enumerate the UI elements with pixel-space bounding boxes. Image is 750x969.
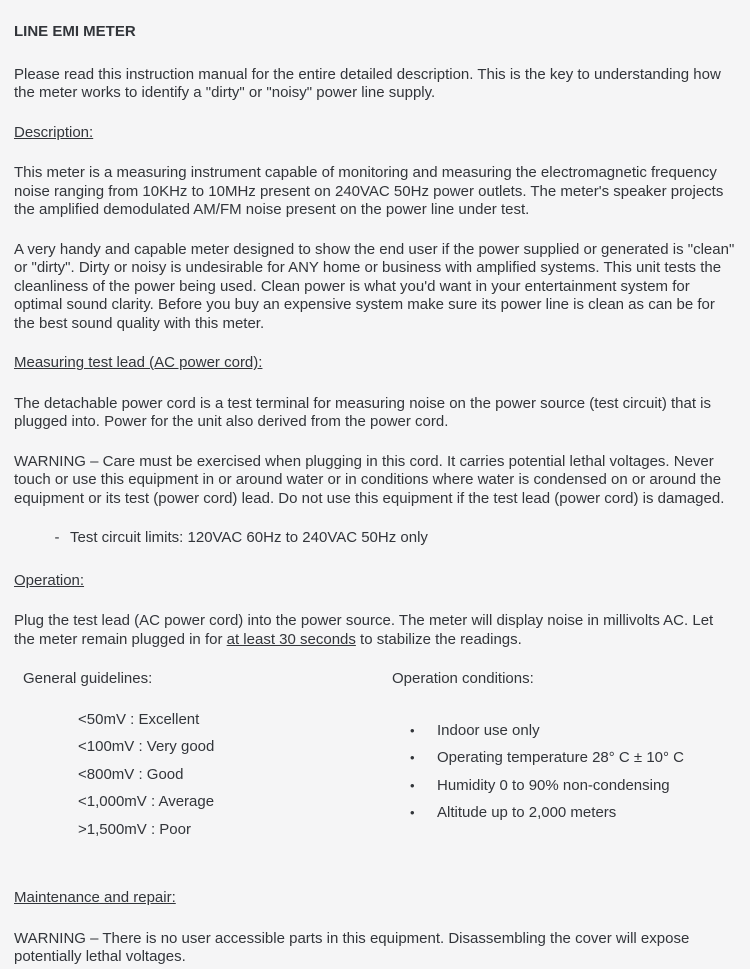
condition-item-text: Humidity 0 to 90% non-condensing [437, 776, 670, 794]
condition-item [383, 722, 735, 741]
operation-conditions-column [383, 670, 735, 848]
operation-columns [14, 670, 735, 848]
condition-item [383, 804, 735, 823]
section-heading-description: Description: [14, 123, 94, 141]
condition-item-text: Altitude up to 2,000 meters [437, 804, 617, 821]
section-heading-maintenance: Maintenance and repair: [14, 889, 176, 906]
operation-text-before: Plug the test lead (AC power cord) into the power source. The meter will display noise in millivolts AC. Let the meter remain plugged in for [14, 612, 714, 648]
section-heading-operation: Operation: [14, 571, 85, 589]
test-circuit-limits-item [14, 529, 735, 548]
condition-item [383, 777, 735, 796]
condition-item-text: Indoor use only [437, 721, 540, 739]
test-lead-warning-paragraph: WARNING – Care must be exercised when plugging in this cord. It carries potential lethal voltages. Never touch or use this equipment in or around water or in conditions where water is condensed on or around the equipment or its test (power cord) lead. Do not use this equipment if the test lead (power cord) is damaged. [14, 452, 725, 507]
guideline-item: <100mV : Very good [78, 738, 215, 755]
bullet-dot-glyph: • [410, 777, 415, 793]
operation-text-underlined: at least 30 seconds [226, 630, 356, 648]
guideline-item: >1,500mV : Poor [78, 820, 191, 838]
condition-item-text: Operating temperature 28° C ± 10° C [437, 749, 685, 766]
bullet-dot-glyph: • [410, 722, 415, 738]
operation-conditions-heading: Operation conditions: [392, 670, 534, 687]
maintenance-warning-paragraph: WARNING – There is no user accessible parts in this equipment. Disassembling the cover will expose potentially lethal voltages. [14, 929, 690, 965]
guideline-item: <1,000mV : Average [78, 793, 215, 810]
dash-bullet-glyph: - [54, 529, 60, 546]
test-circuit-limits-text: Test circuit limits: 120VAC 60Hz to 240VAC 50Hz only [70, 529, 428, 546]
operation-paragraph [14, 612, 735, 649]
document-title: LINE EMI METER [14, 23, 136, 40]
intro-paragraph: Please read this instruction manual for the entire detailed description. This is the key to understanding how the meter works to identify a "dirty" or "noisy" power line supply. [14, 65, 721, 101]
general-guidelines-list [78, 711, 383, 840]
description-paragraph-2: A very handy and capable meter designed to show the end user if the power supplied or generated is "clean" or "dirty". Dirty or noisy is undesirable for ANY home or business with amplified systems. This unit tests the cleanliness of the power being used. Clean power is what you'd want in your entertainment system for optimal sound clarity. Before you buy an expensive system make sure its power line is clean as can be for the best sound quality with this meter. [14, 240, 735, 332]
description-paragraph-1: This meter is a measuring instrument capable of monitoring and measuring the electromagnetic frequency noise ranging from 10KHz to 10MHz present on 240VAC 50Hz power outlets. The meter's speaker projects the amplified demodulated AM/FM noise present on the power line under test. [14, 164, 724, 218]
operation-text-after: to stabilize the readings. [355, 630, 522, 648]
bullet-dot-glyph: • [410, 750, 415, 765]
general-guidelines-column [14, 670, 383, 848]
guideline-item: <800mV : Good [78, 765, 184, 783]
test-lead-paragraph: The detachable power cord is a test terminal for measuring noise on the power source (test circuit) that is plugged into. Power for the unit also derived from the power cord. [14, 394, 711, 430]
operation-conditions-list [383, 722, 735, 823]
section-heading-test-lead: Measuring test lead (AC power cord): [14, 354, 263, 371]
bullet-dot-glyph: • [410, 805, 415, 820]
condition-item [383, 749, 735, 768]
guideline-item: <50mV : Excellent [78, 710, 200, 728]
general-guidelines-heading: General guidelines: [23, 670, 153, 687]
